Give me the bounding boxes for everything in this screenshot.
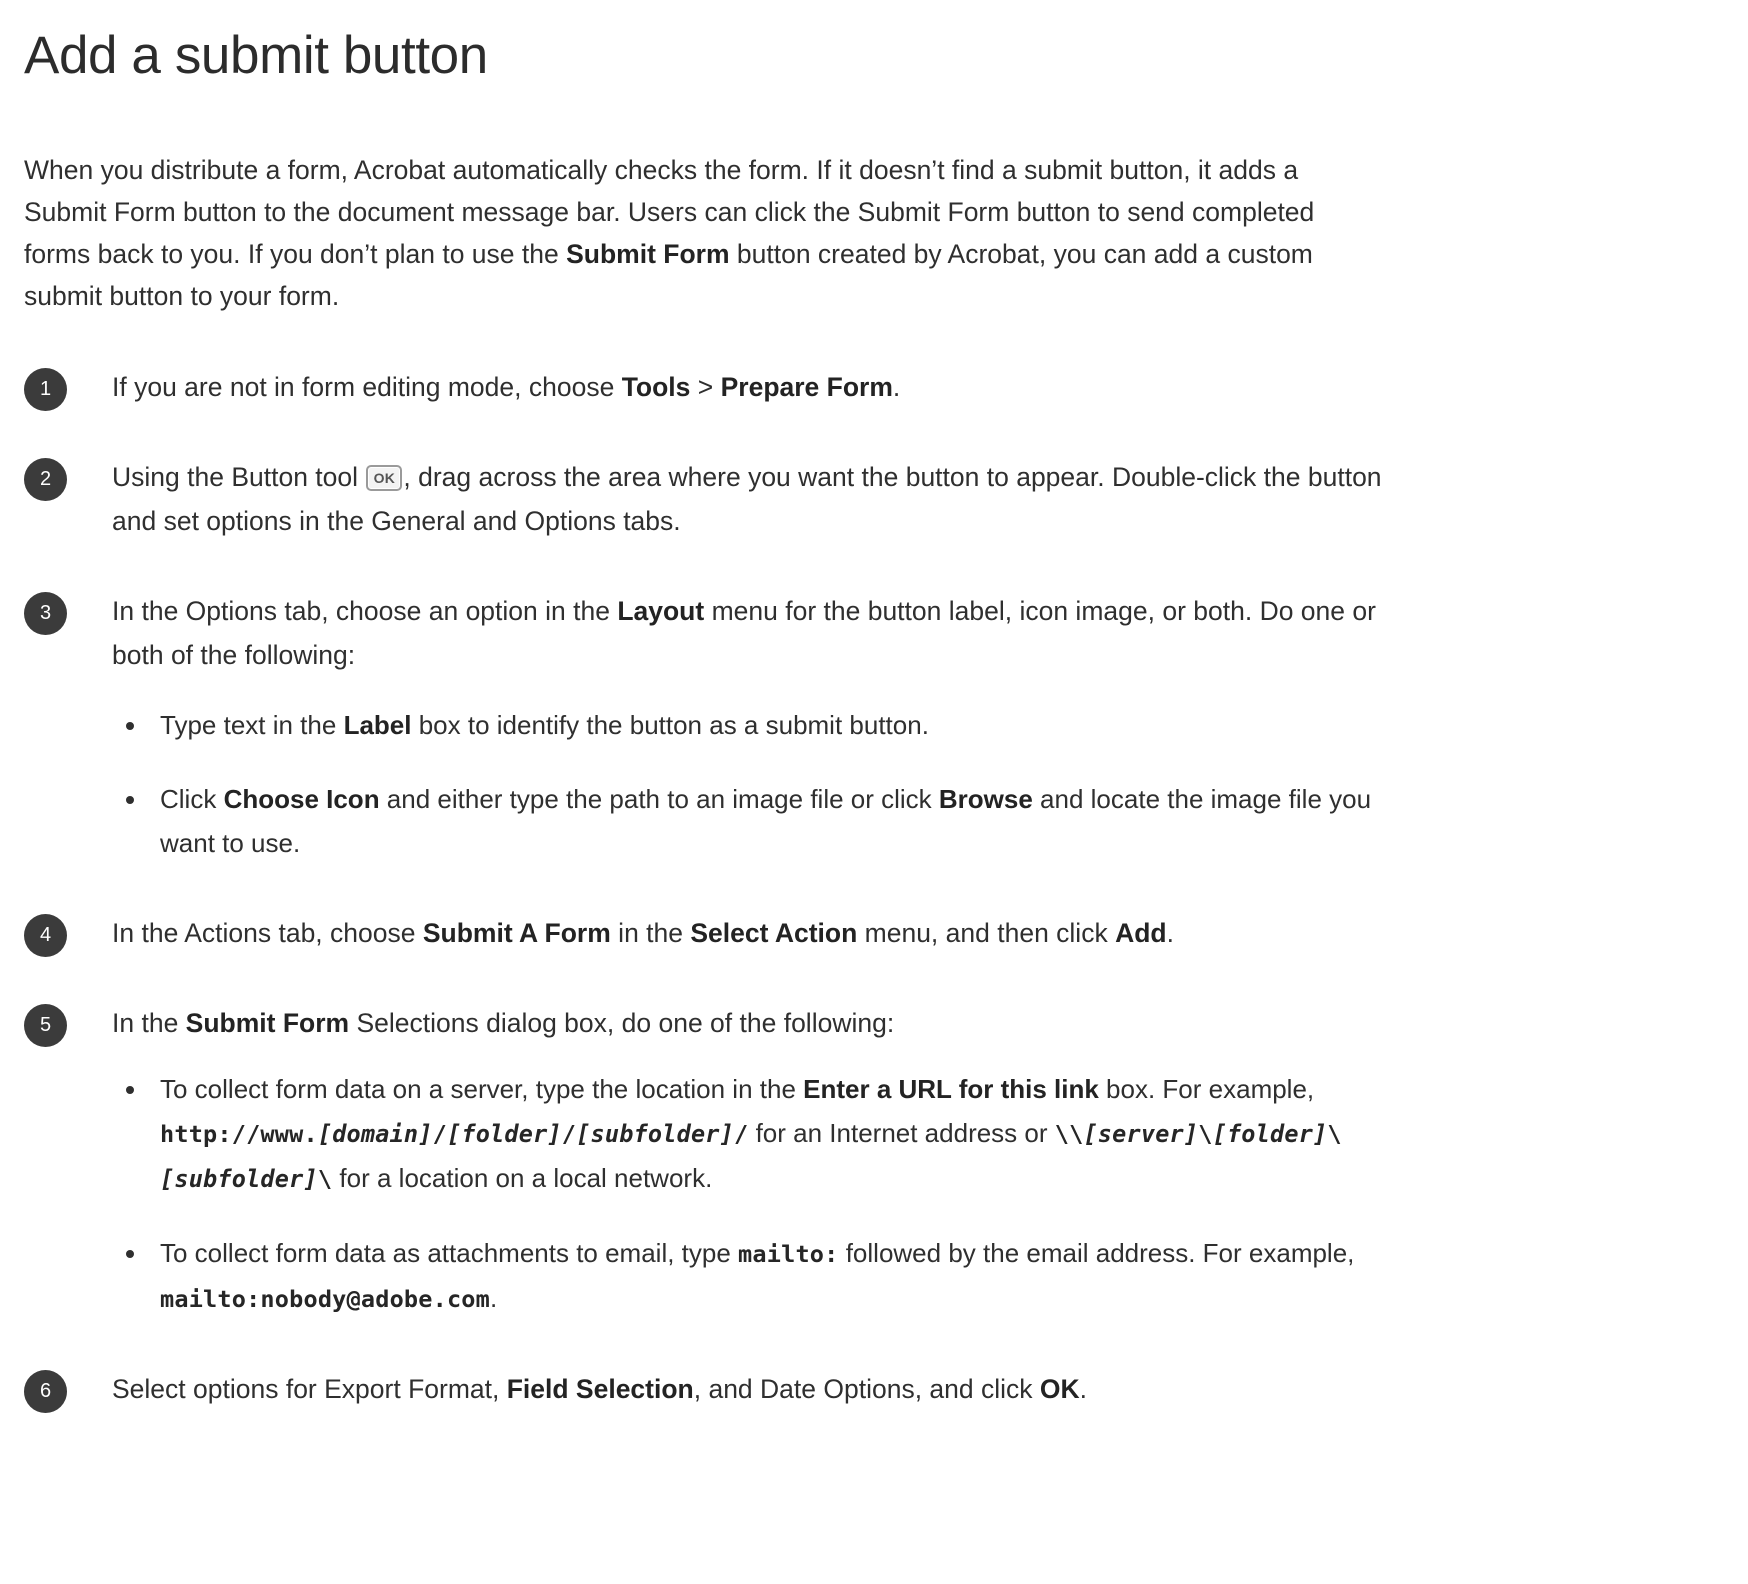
step-4-bold-submit-a-form: Submit A Form bbox=[422, 917, 611, 948]
bullet-dot-icon bbox=[126, 722, 134, 730]
step-4-bold-add: Add bbox=[1115, 917, 1167, 948]
step-3-text-a: In the Options tab, choose an option in the bbox=[112, 595, 618, 626]
step-number-2: 2 bbox=[24, 458, 67, 501]
step-3-b1-bold-label: Label bbox=[343, 709, 412, 740]
intro-text-part-1: When you distribute a form, Acrobat automatically checks the form. If it doesn’t find a submit button, it adds a Submit Form button to the document message bar. Users can click the Submit Form button to send completed forms back to you. If you don’t plan to use the bbox=[24, 154, 1315, 269]
step-item-6 bbox=[24, 1367, 1708, 1411]
step-5-bullet-list bbox=[112, 1067, 1412, 1321]
step-3-b2-bold-browse: Browse bbox=[938, 783, 1033, 814]
code-folder-placeholder: [folder] bbox=[447, 1119, 562, 1148]
step-4-bold-select-action: Select Action bbox=[690, 917, 858, 948]
step-5-b1-bold-enter-url: Enter a URL for this link bbox=[803, 1073, 1099, 1104]
step-2-text-b: , drag across the area where you want the button to appear. Double-click the button and set options in the General and Options tabs. bbox=[112, 461, 1382, 536]
step-5-text-a: In the bbox=[112, 1007, 186, 1038]
intro-paragraph bbox=[24, 149, 1324, 317]
step-5-b2-text-b: followed by the email address. For example, bbox=[838, 1237, 1355, 1268]
step-5-b1-text-a: To collect form data on a server, type the location in the bbox=[160, 1073, 804, 1104]
step-text-3 bbox=[112, 589, 1412, 865]
code-domain-placeholder: [domain] bbox=[317, 1119, 433, 1148]
page-title: Add a submit button bbox=[24, 26, 488, 85]
step-5-b1-text-d: for a location on a local network. bbox=[332, 1162, 713, 1193]
step-3-b1-text-a: Type text in the bbox=[160, 709, 344, 740]
step-1-bold-tools: Tools bbox=[621, 371, 691, 402]
step-6-bold-field-selection: Field Selection bbox=[506, 1373, 694, 1404]
list-item bbox=[112, 1067, 1377, 1201]
step-3-b2-bold-choose-icon: Choose Icon bbox=[223, 783, 380, 814]
bullet-dot-icon bbox=[126, 1086, 134, 1094]
code-unc-subfolder-placeholder: [subfolder] bbox=[160, 1164, 318, 1193]
code-subfolder-placeholder: [subfolder] bbox=[576, 1119, 734, 1148]
bullet-dot-icon bbox=[126, 796, 134, 804]
step-1-text-a: If you are not in form editing mode, choose bbox=[112, 371, 622, 402]
code-mailto-scheme: mailto: bbox=[738, 1239, 839, 1268]
step-5-b1-text-b: box. For example, bbox=[1098, 1073, 1315, 1104]
step-5-bold-submit-form: Submit Form bbox=[185, 1007, 350, 1038]
step-5-b2-text-c: . bbox=[490, 1282, 498, 1313]
code-backslash-3: \ bbox=[317, 1164, 333, 1193]
steps-list bbox=[24, 365, 1708, 1411]
intro-text-part-2: button created by Acrobat, you can add a custom submit button to your form. bbox=[24, 238, 1313, 311]
step-6-text-b: , and Date Options, and click bbox=[693, 1373, 1040, 1404]
intro-bold-submit-form: Submit Form bbox=[566, 238, 730, 269]
ok-button-icon bbox=[366, 465, 402, 491]
step-number-3: 3 bbox=[24, 592, 67, 635]
code-slash-3: / bbox=[734, 1119, 749, 1148]
list-item bbox=[112, 703, 1377, 747]
step-number-4: 4 bbox=[24, 914, 67, 957]
step-1-text-b: > bbox=[690, 371, 721, 402]
step-item-2 bbox=[24, 455, 1708, 543]
code-http-prefix: http://www. bbox=[160, 1119, 318, 1148]
step-5-text-b: Selections dialog box, do one of the following: bbox=[349, 1007, 895, 1038]
step-3-b2-text-a: Click bbox=[160, 783, 224, 814]
step-text-5 bbox=[112, 1001, 1412, 1321]
step-text-4 bbox=[112, 911, 1412, 955]
step-5-b2-text-a: To collect form data as attachments to email, type bbox=[160, 1237, 739, 1268]
code-unc-prefix: \\ bbox=[1054, 1119, 1084, 1148]
step-6-text-c: . bbox=[1079, 1373, 1088, 1404]
step-5-b1-text-c: for an Internet address or bbox=[748, 1117, 1055, 1148]
step-1-text-c: . bbox=[892, 371, 901, 402]
code-unc-folder-placeholder: [folder] bbox=[1212, 1119, 1328, 1148]
ok-button-icon-label: OK bbox=[373, 469, 396, 486]
list-item bbox=[112, 1231, 1377, 1321]
code-backslash-2: \ bbox=[1327, 1119, 1342, 1148]
step-text-6 bbox=[112, 1367, 1412, 1411]
step-number-6: 6 bbox=[24, 1370, 67, 1413]
step-3-bullet-list bbox=[112, 703, 1412, 865]
step-3-b2-text-c: and locate the image file you want to use. bbox=[160, 783, 1372, 858]
step-text-1 bbox=[112, 365, 1412, 409]
step-item-3 bbox=[24, 589, 1708, 865]
step-text-2 bbox=[112, 455, 1412, 543]
step-4-text-d: . bbox=[1166, 917, 1174, 948]
step-3-bold-layout: Layout bbox=[617, 595, 705, 626]
step-6-bold-ok: OK bbox=[1039, 1373, 1080, 1404]
step-3-b1-text-b: box to identify the button as a submit button. bbox=[411, 709, 929, 740]
bullet-dot-icon bbox=[126, 1250, 134, 1258]
step-item-5 bbox=[24, 1001, 1708, 1321]
step-4-text-a: In the Actions tab, choose bbox=[112, 917, 423, 948]
step-3-b2-text-b: and either type the path to an image file or click bbox=[379, 783, 939, 814]
step-number-1: 1 bbox=[24, 368, 67, 411]
list-item bbox=[112, 777, 1377, 865]
step-6-text-a: Select options for Export Format, bbox=[112, 1373, 507, 1404]
step-item-1 bbox=[24, 365, 1708, 409]
step-1-bold-prepare-form: Prepare Form bbox=[720, 371, 893, 402]
code-server-placeholder: [server] bbox=[1083, 1119, 1199, 1148]
step-4-text-b: in the bbox=[610, 917, 691, 948]
code-backslash-1: \ bbox=[1198, 1119, 1213, 1148]
step-2-text-a: Using the Button tool bbox=[112, 461, 366, 492]
step-number-5: 5 bbox=[24, 1004, 67, 1047]
step-4-text-c: menu, and then click bbox=[857, 917, 1116, 948]
code-slash-1: / bbox=[432, 1119, 447, 1148]
step-3-text-b: menu for the button label, icon image, or both. Do one or both of the following: bbox=[112, 595, 1376, 670]
step-item-4 bbox=[24, 911, 1708, 955]
code-mailto-example: mailto:nobody@adobe.com bbox=[160, 1284, 491, 1313]
code-slash-2: / bbox=[561, 1119, 577, 1148]
